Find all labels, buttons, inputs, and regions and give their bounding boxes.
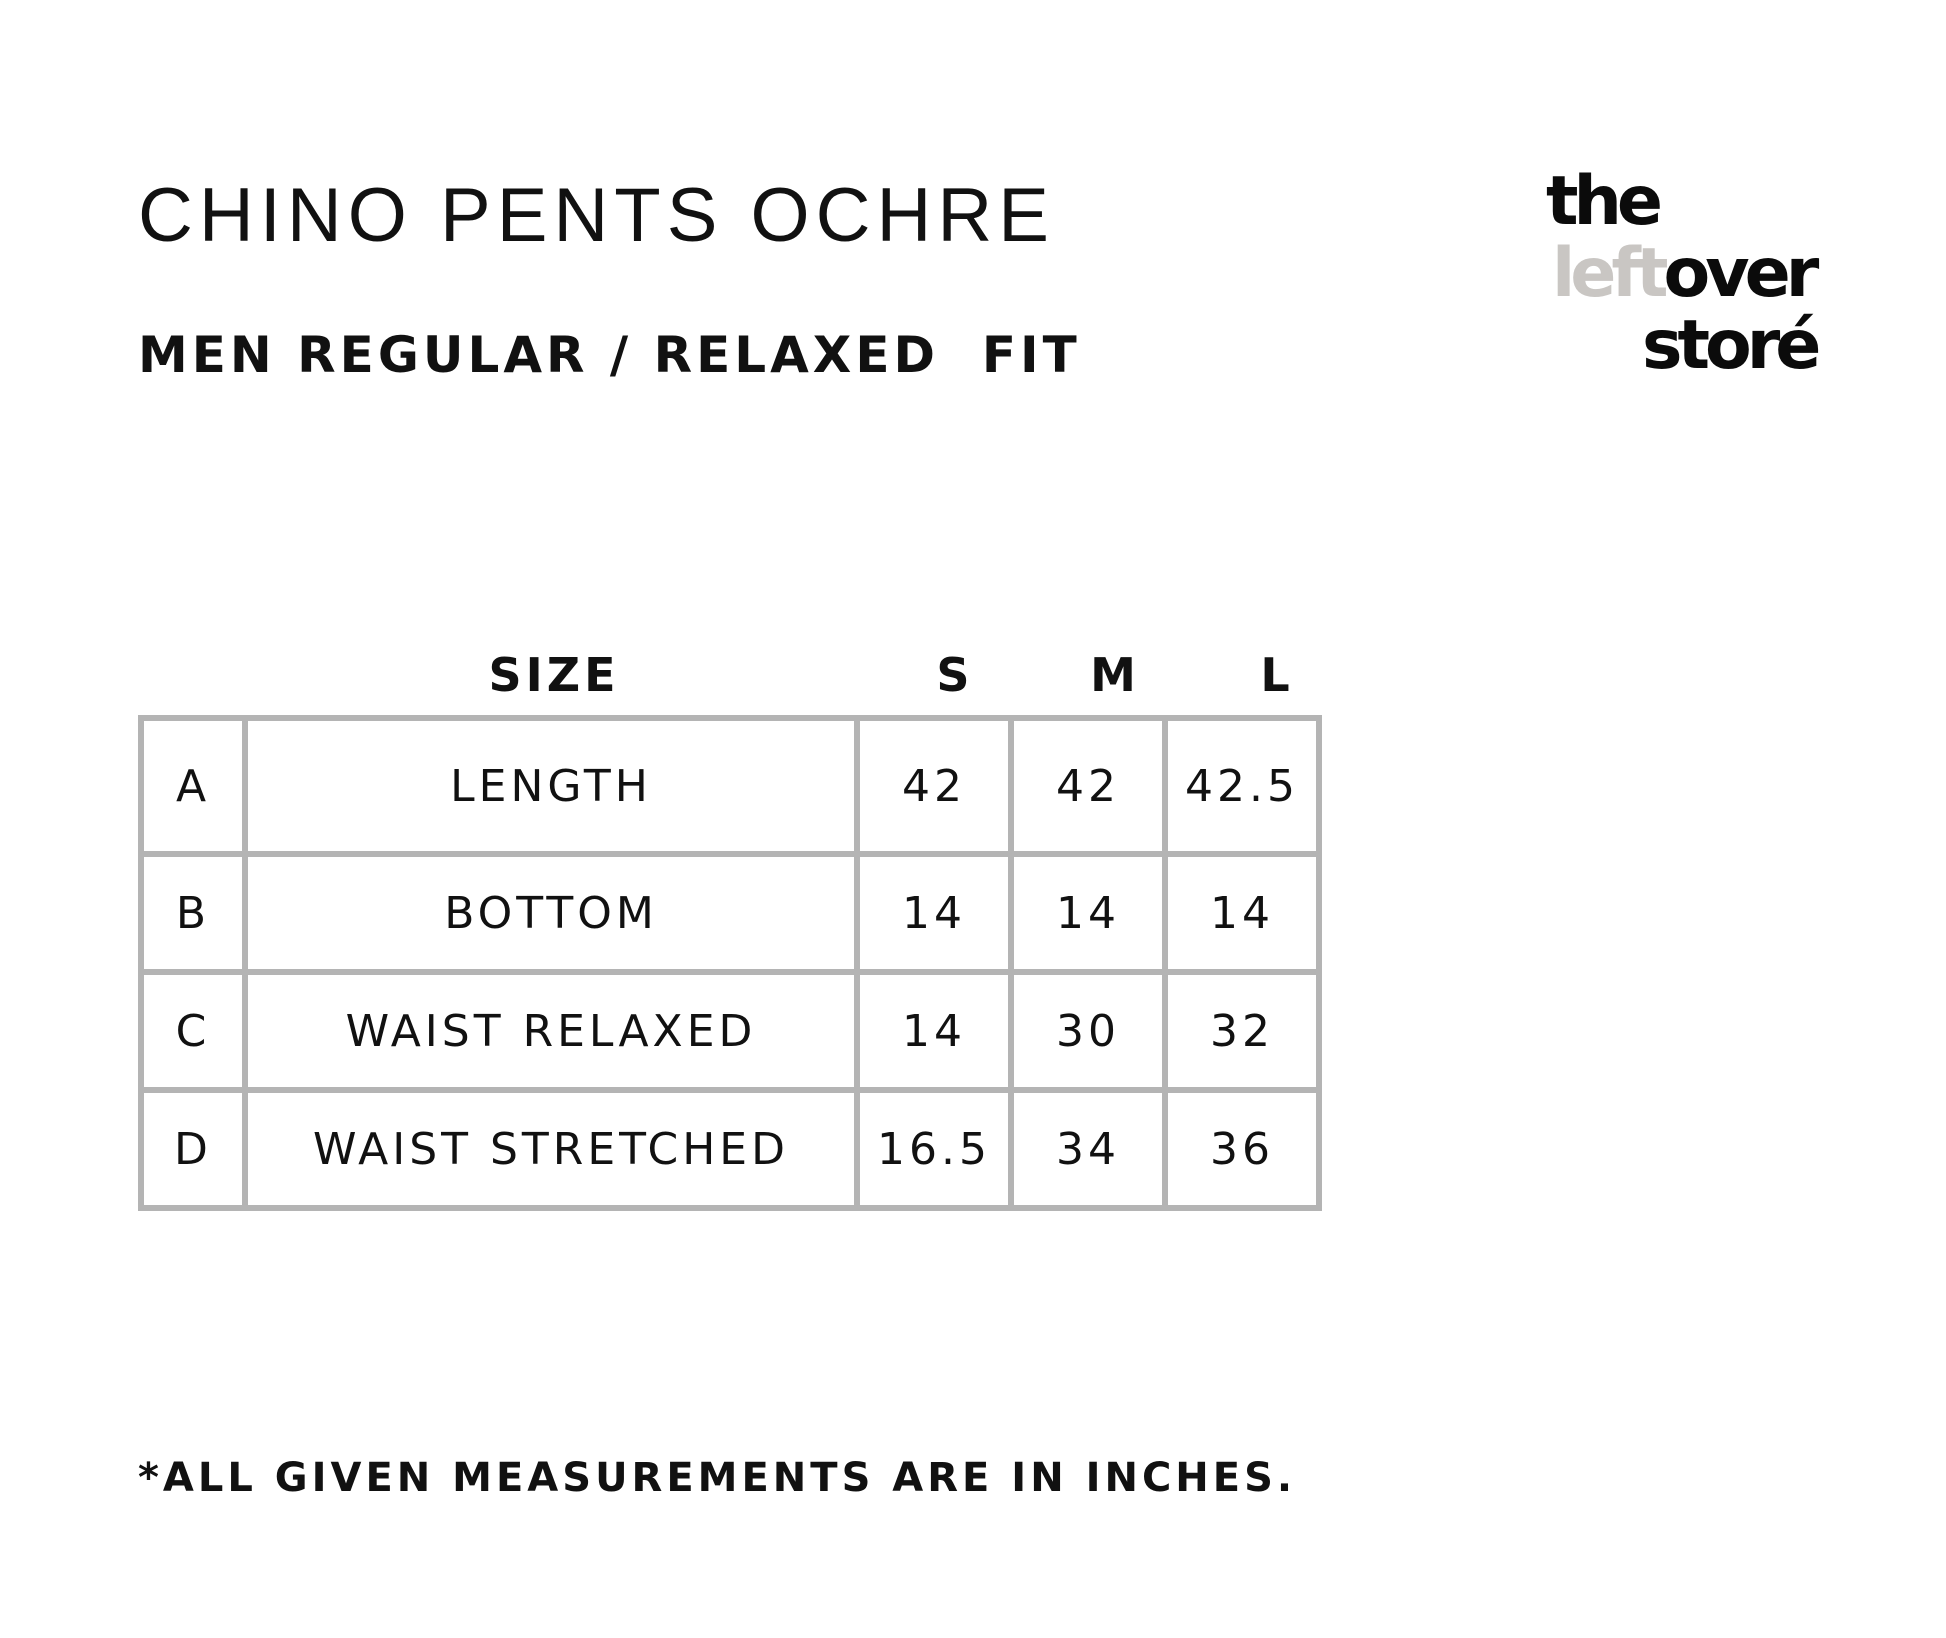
value-l: 14 — [1165, 854, 1319, 972]
logo-word-the: the — [1546, 162, 1659, 241]
measurement-label: BOTTOM — [245, 854, 857, 972]
size-header-m: M — [1090, 648, 1140, 702]
table-row — [141, 718, 1319, 854]
measurement-footnote: *ALL GIVEN MEASUREMENTS ARE IN INCHES. — [138, 1455, 1297, 1501]
measurement-label: WAIST RELAXED — [245, 972, 857, 1090]
row-letter: D — [141, 1090, 245, 1208]
row-letter: A — [141, 718, 245, 854]
logo-word-leftover — [1552, 234, 1815, 313]
store-logo — [1540, 162, 1840, 398]
value-m: 30 — [1011, 972, 1165, 1090]
value-l: 42.5 — [1165, 718, 1319, 854]
logo-word-store: storé — [1642, 306, 1817, 385]
measurement-label: WAIST STRETCHED — [245, 1090, 857, 1208]
size-header-row — [0, 645, 1946, 705]
value-s: 16.5 — [857, 1090, 1011, 1208]
size-header-label: SIZE — [488, 648, 620, 702]
measurement-label: LENGTH — [245, 718, 857, 854]
value-m: 14 — [1011, 854, 1165, 972]
value-l: 36 — [1165, 1090, 1319, 1208]
value-s: 14 — [857, 972, 1011, 1090]
value-s: 42 — [857, 718, 1011, 854]
row-letter: C — [141, 972, 245, 1090]
value-m: 34 — [1011, 1090, 1165, 1208]
fit-subtitle: MEN REGULAR / RELAXED FIT — [138, 326, 1081, 384]
logo-word-left: left — [1552, 234, 1664, 313]
value-s: 14 — [857, 854, 1011, 972]
row-letter: B — [141, 854, 245, 972]
table-row — [141, 972, 1319, 1090]
size-header-l: L — [1260, 648, 1294, 702]
size-header-s: S — [936, 648, 974, 702]
size-chart-table — [138, 715, 1322, 1211]
value-m: 42 — [1011, 718, 1165, 854]
value-l: 32 — [1165, 972, 1319, 1090]
page-title: CHINO PENTS OCHRE — [138, 173, 1055, 258]
logo-word-ver: ver — [1705, 234, 1815, 313]
table-row — [141, 854, 1319, 972]
logo-recycle-o: o — [1663, 234, 1706, 313]
table-row — [141, 1090, 1319, 1208]
